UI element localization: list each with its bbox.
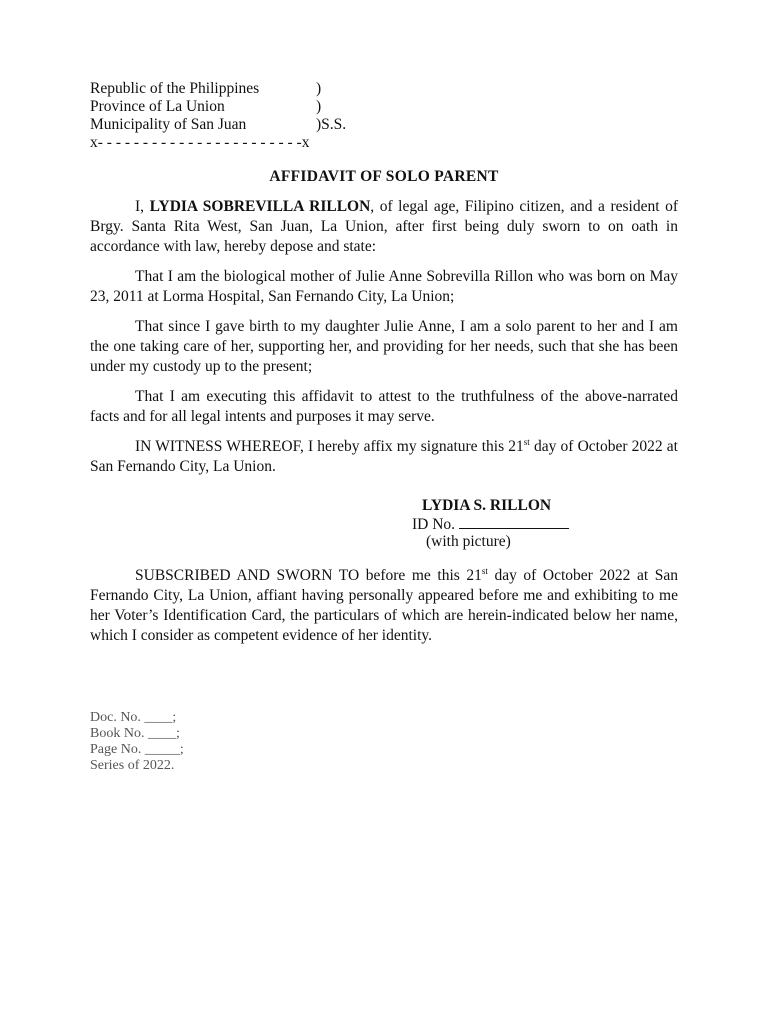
jurat-block: [90, 566, 678, 656]
venue-text: Republic of the Philippines: [90, 80, 260, 97]
venue-block: [90, 80, 347, 152]
jurat-b: day of October 2022 at San Fernando City, La Union, affiant having personally appeared before me and exhibiting to me her Voter’s Identification Card, the particulars of which are herein-indicated below her name, which I consider as competent evidence of her identity.: [90, 567, 679, 644]
jurat-paragraph: [90, 566, 678, 646]
book-number: Book No. ____;: [90, 726, 180, 741]
venue-paren: )S.S.: [316, 116, 347, 133]
venue-paren: ): [316, 80, 322, 97]
affiant-name: LYDIA SOBREVILLA RILLON: [149, 198, 371, 215]
affidavit-body: [90, 197, 678, 487]
signatory-name: LYDIA S. RILLON: [422, 497, 552, 514]
p5-superscript: st: [523, 437, 530, 447]
doc-number: Doc. No. ____;: [90, 710, 177, 725]
jurat-a: SUBSCRIBED AND SWORN TO before me this 21: [135, 567, 482, 584]
document-title: AFFIDAVIT OF SOLO PARENT: [269, 168, 499, 185]
venue-line-republic: [90, 80, 322, 98]
series-year: Series of 2022.: [90, 758, 175, 773]
p1-prefix: I,: [135, 198, 150, 215]
id-label: ID No.: [412, 516, 456, 533]
venue-line-municipality: [90, 116, 347, 134]
venue-text: Municipality of San Juan: [90, 116, 247, 133]
paragraph-witness: [90, 437, 678, 477]
page-number: Page No. _____;: [90, 742, 184, 757]
paragraph-solo-parent: That since I gave birth to my daughter Julie Anne, I am a solo parent to her and I am the one taking care of her, supporting her, and providing for her needs, such that she has been under my custody up to the present;: [90, 318, 678, 375]
p5-a: IN WITNESS WHEREOF, I hereby affix my signature this 21: [135, 438, 524, 455]
paragraph-purpose: That I am executing this affidavit to attest to the truthfulness of the above-narrated facts and for all legal intents and purposes it may serve.: [90, 388, 678, 425]
venue-line-province: [90, 98, 322, 116]
p1-rest: , of legal age, Filipino citizen, and a resident of Brgy. Santa Rita West, San Juan, La Union, after first being duly sworn to on oath in accordance with law, hereby depose and state:: [90, 198, 678, 255]
venue-divider: x- - - - - - - - - - - - - - - - - - - - - - -x: [90, 134, 310, 151]
id-blank-line: [459, 514, 569, 529]
paragraph-affiant: [90, 197, 678, 257]
signatory-picture-note: (with picture): [426, 533, 511, 550]
venue-text: Province of La Union: [90, 98, 225, 115]
venue-paren: ): [316, 98, 322, 115]
jurat-superscript: st: [481, 566, 488, 576]
paragraph-mother: That I am the biological mother of Julie Anne Sobrevilla Rillon who was born on May 23, 2011 at Lorma Hospital, San Fernando City, La Union;: [90, 268, 678, 305]
notarial-register: [90, 710, 184, 774]
p5-b: day of October 2022 at San Fernando City, La Union.: [90, 438, 678, 475]
